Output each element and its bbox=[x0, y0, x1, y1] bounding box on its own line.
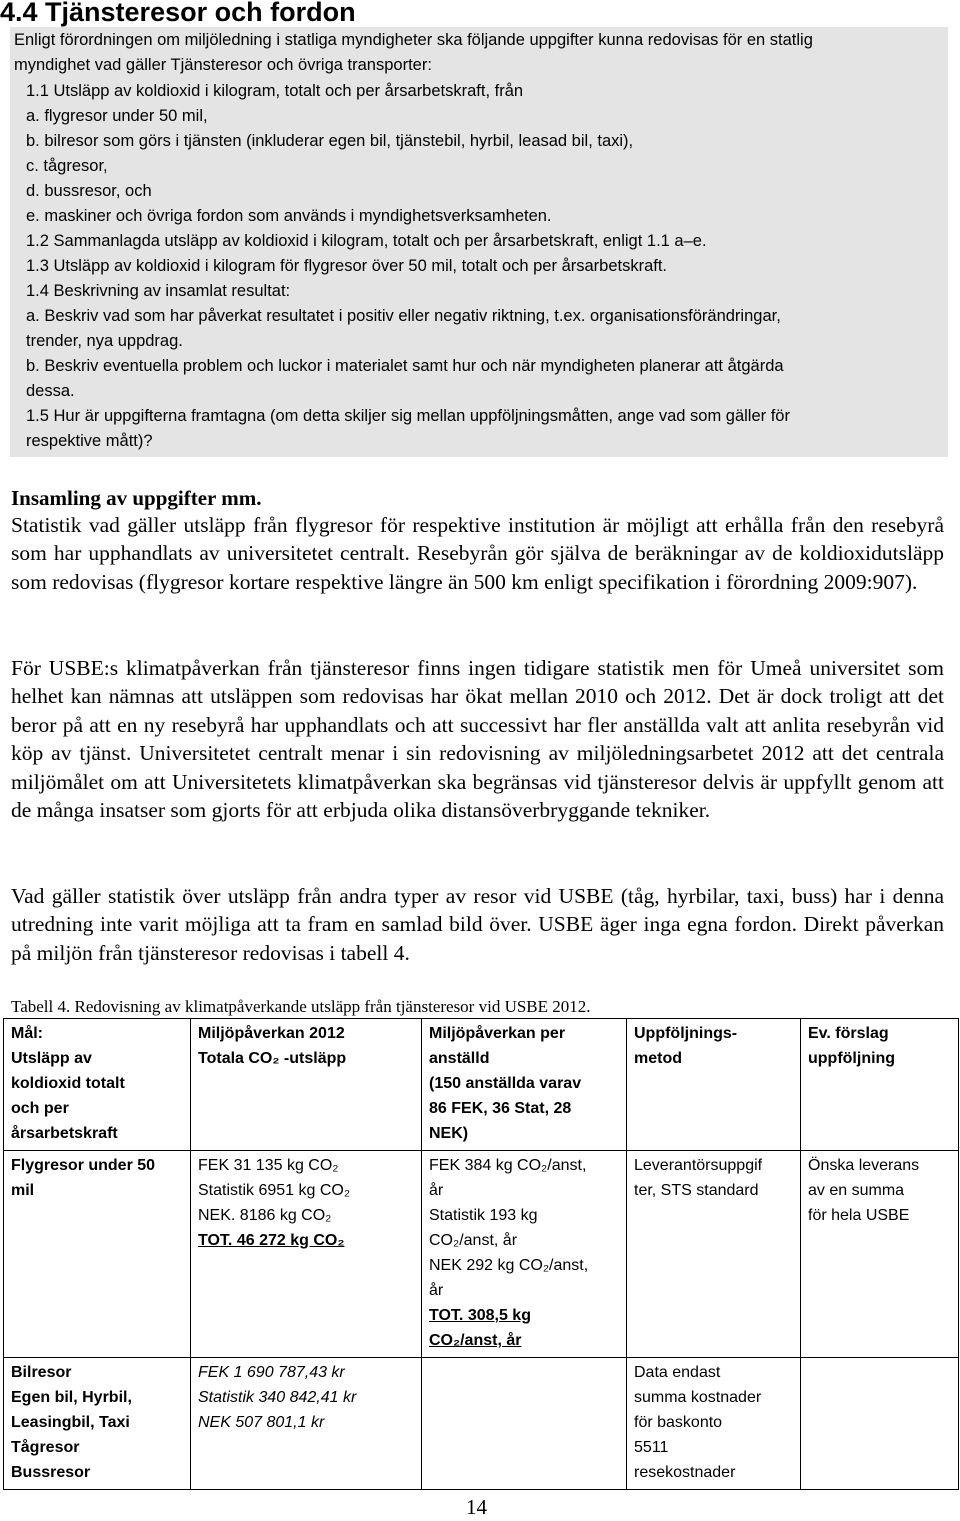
cell-line: summa kostnader bbox=[634, 1389, 762, 1406]
requirements-line: d. bussresor, och bbox=[26, 182, 152, 200]
requirements-line: respektive mått)? bbox=[26, 432, 153, 450]
cell-line: Data endast bbox=[634, 1364, 721, 1381]
per-employee-cell bbox=[422, 1151, 627, 1358]
cell-line: resekostnader bbox=[634, 1464, 736, 1481]
impact-cell bbox=[191, 1151, 422, 1358]
cell-line: Miljöpåverkan per bbox=[429, 1025, 566, 1042]
cell-line: NEK. 8186 kg CO₂ bbox=[198, 1207, 332, 1224]
cell-line: Leasingbil, Taxi bbox=[11, 1414, 130, 1431]
cell-line: FEK 384 kg CO₂/anst, bbox=[429, 1157, 587, 1174]
cell-line: Totala CO₂ -utsläpp bbox=[198, 1050, 347, 1067]
paragraph: Vad gäller statistik över utsläpp från andra typer av resor vid USBE (tåg, hyrbilar, taxi, buss) har i denna utredning inte varit möjliga att ta fram en samlad bild över. USBE äger inga egna fordon. Direkt påverkan på miljön från tjänsteresor redovisas i tabell 4. bbox=[11, 884, 944, 965]
subsection-heading: Insamling av uppgifter mm. bbox=[11, 486, 262, 510]
cell-line: anställd bbox=[429, 1050, 490, 1067]
total-value: TOT. 308,5 kg bbox=[429, 1307, 531, 1324]
requirements-line: 1.3 Utsläpp av koldioxid i kilogram för flygresor över 50 mil, totalt och per årsarbetskraft. bbox=[26, 257, 668, 275]
cell-line: Utsläpp av bbox=[11, 1050, 92, 1067]
requirements-line: a. flygresor under 50 mil, bbox=[26, 107, 208, 125]
table-caption: Tabell 4. Redovisning av klimatpåverkande utsläpp från tjänsteresor vid USBE 2012. bbox=[11, 997, 591, 1016]
followup-cell bbox=[801, 1151, 959, 1358]
cell-line: 5511 bbox=[634, 1439, 669, 1456]
cell-line: NEK 292 kg CO₂/anst, bbox=[429, 1257, 589, 1274]
per-employee-cell bbox=[422, 1358, 627, 1490]
cell-line: år bbox=[429, 1282, 444, 1299]
requirements-line: b. bilresor som görs i tjänsten (inkluderar egen bil, tjänstebil, hyrbil, leasad bil, taxi), bbox=[26, 132, 634, 150]
cell-line: Önska leverans bbox=[808, 1157, 920, 1174]
cell-line: Tågresor bbox=[11, 1439, 80, 1456]
page-number: 14 bbox=[466, 1495, 487, 1519]
cell-line: Egen bil, Hyrbil, bbox=[11, 1389, 132, 1406]
cell-line: Statistik 340 842,41 kr bbox=[198, 1389, 357, 1406]
cell-line: 86 FEK, 36 Stat, 28 bbox=[429, 1100, 572, 1117]
cell-line: metod bbox=[634, 1050, 682, 1067]
header-method-cell bbox=[627, 1019, 801, 1151]
method-cell bbox=[627, 1358, 801, 1490]
cell-line: årsarbetskraft bbox=[11, 1125, 118, 1142]
cell-line: Flygresor under 50 bbox=[11, 1157, 156, 1174]
cell-line: NEK 507 801,1 kr bbox=[198, 1414, 325, 1431]
paragraph: För USBE:s klimatpåverkan från tjänsteresor finns ingen tidigare statistik men för Umeå universitet som helhet kan nämnas att utsläppen som redovisas har ökat mellan 2010 och 2012. Det är dock troligt att det beror på att en ny resebyrå har upphandlats och att successivt har fler anställda valt att anlita resebyrån vid köp av tjänst. Universitetet centralt menar i sin redovisning av miljöledningsarbetet 2012 att det centrala miljömålet om att Universitetets klimatpåverkan ska begränsas vid tjänsteresor delvis är uppfyllt genom att de många insatser som gjorts för att erbjuda olika distansöverbryggande tekniker. bbox=[11, 656, 944, 823]
cell-line: Miljöpåverkan 2012 bbox=[198, 1025, 345, 1042]
cell-line: och per bbox=[11, 1100, 69, 1117]
requirements-line: 1.1 Utsläpp av koldioxid i kilogram, totalt och per årsarbetskraft, från bbox=[26, 82, 524, 100]
cell-line: för hela USBE bbox=[808, 1207, 910, 1224]
cell-line: FEK 31 135 kg CO₂ bbox=[198, 1157, 339, 1174]
cell-line: år bbox=[429, 1182, 444, 1199]
cell-line: ter, STS standard bbox=[634, 1182, 759, 1199]
cell-line: för baskonto bbox=[634, 1414, 723, 1431]
method-cell bbox=[627, 1151, 801, 1358]
cell-line: uppföljning bbox=[808, 1050, 896, 1067]
cell-line: Bussresor bbox=[11, 1464, 91, 1481]
paragraph: Statistik vad gäller utsläpp från flygresor för respektive institution är möjligt att erhålla från den resebyrå som har upphandlats av universitetet centralt. Resebyrån gör själva de beräkningar av de koldioxidutsläpp som redovisas (flygresor kortare respektive längre än 500 km enligt specifikation i förordning 2009:907). bbox=[11, 513, 944, 594]
cell-line: Statistik 193 kg bbox=[429, 1207, 538, 1224]
table-header-row bbox=[4, 1019, 959, 1151]
cell-line: Ev. förslag bbox=[808, 1025, 889, 1042]
cell-line: Leverantörsuppgif bbox=[634, 1157, 763, 1174]
cell-line: CO₂/anst, år bbox=[429, 1232, 518, 1249]
requirements-line: b. Beskriv eventuella problem och luckor i materialet samt hur och när myndigheten planerar att åtgärda bbox=[26, 357, 784, 375]
total-value: TOT. 46 272 kg CO₂ bbox=[198, 1232, 345, 1249]
cell-line: Mål: bbox=[11, 1025, 43, 1042]
requirements-line: c. tågresor, bbox=[26, 157, 108, 175]
requirements-line: 1.4 Beskrivning av insamlat resultat: bbox=[26, 282, 291, 300]
total-value: CO₂/anst, år bbox=[429, 1332, 522, 1349]
requirements-line: 1.2 Sammanlagda utsläpp av koldioxid i kilogram, totalt och per årsarbetskraft, enligt 1.1 a–e. bbox=[26, 232, 707, 250]
header-impact-cell bbox=[191, 1019, 422, 1151]
requirements-box bbox=[10, 27, 948, 457]
impact-cell bbox=[191, 1358, 422, 1490]
goal-cell bbox=[4, 1358, 191, 1490]
requirements-line: trender, nya uppdrag. bbox=[26, 332, 183, 350]
cell-line: Bilresor bbox=[11, 1364, 72, 1381]
requirements-line: 1.5 Hur är uppgifterna framtagna (om detta skiljer sig mellan uppföljningsmåtten, ange vad som gäller för bbox=[26, 407, 790, 425]
requirements-line: a. Beskriv vad som har påverkat resultatet i positiv eller negativ riktning, t.ex. organisationsförändringar, bbox=[26, 307, 781, 325]
cell-line: NEK) bbox=[429, 1125, 469, 1142]
cell-line: koldioxid totalt bbox=[11, 1075, 125, 1092]
cell-line: Uppföljnings- bbox=[634, 1025, 738, 1042]
emissions-table bbox=[3, 1018, 959, 1490]
header-followup-cell bbox=[801, 1019, 959, 1151]
cell-line: (150 anställda varav bbox=[429, 1075, 582, 1092]
cell-line: mil bbox=[11, 1182, 35, 1199]
header-goal-cell bbox=[4, 1019, 191, 1151]
header-per-employee-cell bbox=[422, 1019, 627, 1151]
cell-line: Statistik 6951 kg CO₂ bbox=[198, 1182, 351, 1199]
section-title: 4.4 Tjänsteresor och fordon bbox=[0, 0, 356, 27]
table-row bbox=[4, 1151, 959, 1358]
requirements-line: dessa. bbox=[26, 382, 75, 400]
requirements-line: myndighet vad gäller Tjänsteresor och övriga transporter: bbox=[14, 56, 432, 74]
requirements-line: e. maskiner och övriga fordon som används i myndighetsverksamheten. bbox=[26, 207, 552, 225]
goal-cell bbox=[4, 1151, 191, 1358]
cell-line: FEK 1 690 787,43 kr bbox=[198, 1364, 345, 1381]
cell-line: av en summa bbox=[808, 1182, 905, 1199]
requirements-line: Enligt förordningen om miljöledning i statliga myndigheter ska följande uppgifter kunna redovisas för en statlig bbox=[14, 31, 813, 49]
table-row bbox=[4, 1358, 959, 1490]
followup-cell bbox=[801, 1358, 959, 1490]
